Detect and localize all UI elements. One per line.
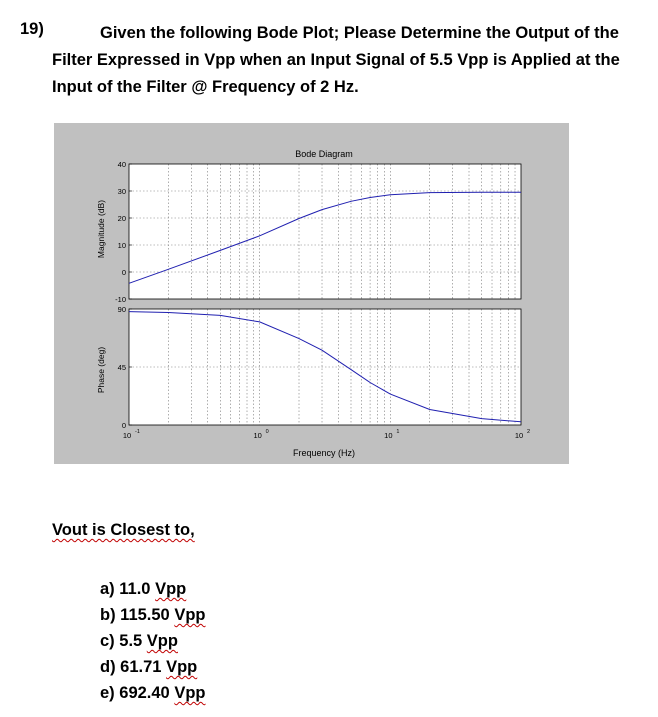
x-tick-exponent: -1 [135,429,140,435]
option-unit: Vpp [166,658,198,676]
option-value: 11.0 [119,580,151,598]
x-tick-label: 10 [253,431,262,440]
question-number: 19) [20,20,44,38]
chart-title: Bode Diagram [295,149,353,159]
option-unit: Vpp [146,632,178,650]
option-unit: Vpp [174,684,206,702]
x-tick-exponent: 0 [265,429,269,435]
option-label: a) [100,580,115,598]
option-d[interactable] [100,654,206,680]
option-value: 115.50 [120,606,170,624]
question-text [52,20,642,101]
option-value: 692.40 [119,684,170,702]
x-tick-exponent: 1 [396,429,400,435]
magnitude-y-tick-label: 0 [121,268,126,277]
option-label: b) [100,606,116,624]
x-tick-exponent: 2 [527,429,531,435]
option-b[interactable] [100,602,206,628]
magnitude-y-tick-label: 10 [117,241,126,250]
x-tick-label: 10 [122,431,132,440]
option-value: 61.71 [120,658,162,676]
magnitude-y-tick-label: 20 [117,214,126,223]
question-line-3: Input of the Filter @ Frequency of 2 Hz. [52,78,359,96]
option-label: e) [100,684,115,702]
magnitude-y-label: Magnitude (dB) [96,199,106,259]
option-unit: Vpp [155,580,187,598]
x-axis-label: Frequency (Hz) [292,448,356,458]
magnitude-y-tick-label: 30 [117,187,126,196]
option-label: d) [100,658,116,676]
vout-prompt-text: Vout is Closest to, [52,521,195,539]
phase-y-tick-label: 45 [117,363,126,372]
bode-plot-svg [54,123,569,464]
option-e[interactable] [100,680,206,706]
phase-y-tick-label: 90 [117,305,126,314]
x-tick-label: 10 [384,431,393,440]
option-unit: Vpp [174,606,206,624]
magnitude-y-tick-label: 40 [117,160,126,169]
answer-options [100,576,206,706]
magnitude-background [129,164,521,299]
magnitude-y-tick-label: -10 [115,295,126,304]
option-c[interactable] [100,628,206,654]
option-value: 5.5 [119,632,143,650]
option-label: c) [100,632,115,650]
question-line-1: Given the following Bode Plot; Please Determine the Output of the [100,24,619,42]
phase-y-tick-label: 0 [121,421,126,430]
phase-y-label: Phase (deg) [96,346,106,394]
x-tick-label: 10 [514,431,524,440]
bode-plot-figure [54,123,569,464]
option-a[interactable] [100,576,206,602]
question-line-2: Filter Expressed in Vpp when an Input Signal of 5.5 Vpp is Applied at the [52,51,620,69]
vout-prompt [52,521,195,540]
